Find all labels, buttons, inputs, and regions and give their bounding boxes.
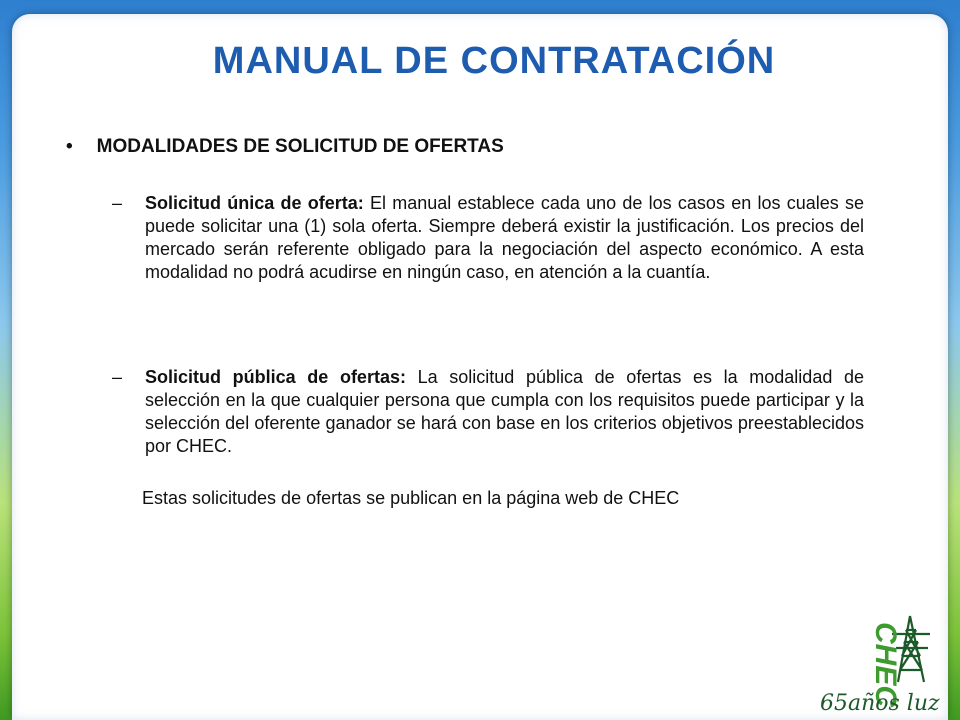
dash-icon: – <box>112 367 123 387</box>
logo-tagline: 65años luz <box>820 691 940 716</box>
section-heading: MODALIDADES DE SOLICITUD DE OFERTAS <box>96 136 504 157</box>
slide-title: MANUAL DE CONTRATACIÓN <box>212 40 776 82</box>
item-paragraph <box>145 192 864 284</box>
item-term: Solicitud única de oferta: <box>145 193 364 213</box>
list-item <box>112 366 864 458</box>
logo-brand: CHEC <box>869 622 902 708</box>
dash-icon: – <box>112 193 123 213</box>
footer-note: Estas solicitudes de ofertas se publican en la página web de CHEC <box>142 488 680 508</box>
item-term: Solicitud pública de ofertas: <box>145 367 406 387</box>
bullet-icon: • <box>66 136 73 157</box>
list-item <box>112 192 864 284</box>
section-heading-row <box>66 136 504 158</box>
chec-logo <box>812 612 952 716</box>
item-text: La solicitud pública de ofertas es la modalidad de selección en la que cualquier persona que cumpla con los requisitos puede participar y la selección del oferente ganador se hará con base en los criterios objetivos preestablecidos por CHEC. <box>145 367 865 456</box>
item-text: El manual establece cada uno de los casos en los cuales se puede solicitar una (1) sola oferta. Siempre deberá existir la justificación. Los precios del mercado serán referente obligado para la negociación del aspecto económico. A esta modalidad no podrá acudirse en ningún caso, en atención a la cuantía. <box>145 193 865 282</box>
item-paragraph <box>145 366 864 458</box>
